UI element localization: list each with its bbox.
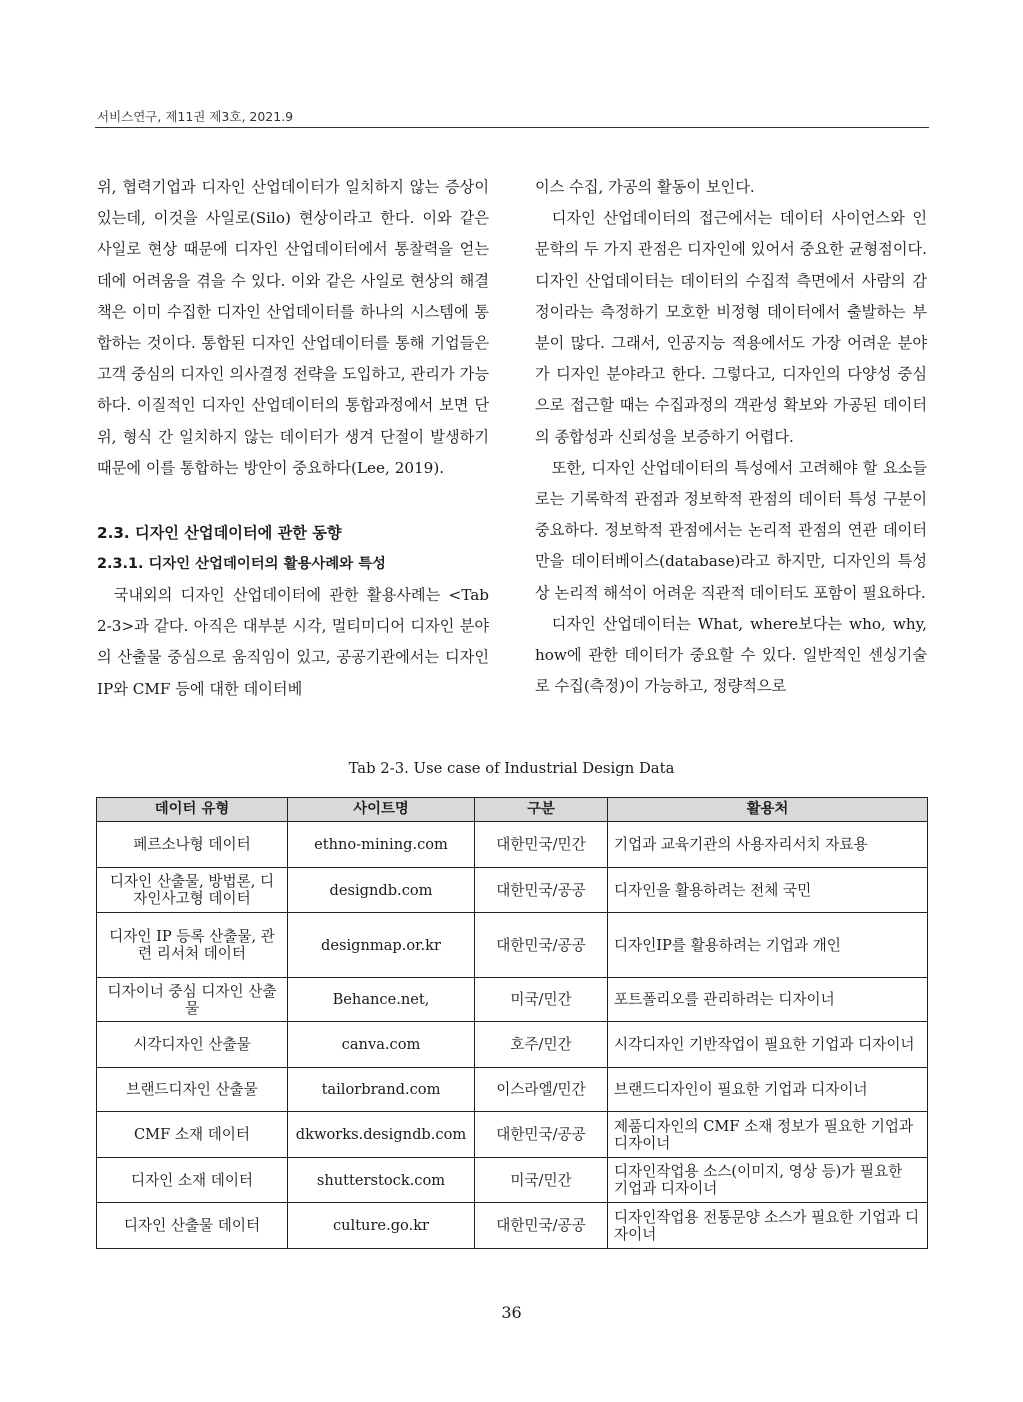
header-usage: 활용처	[608, 798, 928, 822]
right-paragraph-2: 디자인 산업데이터의 접근에서는 데이터 사이언스와 인문학의 두 가지 관점은 디자인에 있어서 중요한 균형점이다. 디자인 산업데이터는 데이터의 수집적 측면에서 사람의 감정이라는 측정하기 모호한 비정형 데이터에서 출발하는 부분이 많다. 그래서, 인공지능 적용에서도 가장 어려운 분야가 디자인 분야라고 한다. 그렇다고, 디자인의 다양성 중심으로 접근할 때는 수집과정의 객관성 확보와 가공된 데이터의 종합성과 신뢰성을 보증하기 어렵다.	[535, 209, 927, 446]
cell-site-name: shutterstock.com	[288, 1158, 475, 1203]
header-data-type: 데이터 유형	[97, 798, 288, 822]
cell-usage: 디자인작업용 소스(이미지, 영상 등)가 필요한 기업과 디자이너	[608, 1158, 928, 1203]
cell-site-name: dkworks.designdb.com	[288, 1112, 475, 1158]
table-row	[97, 1158, 928, 1203]
cell-site-name: culture.go.kr	[288, 1203, 475, 1249]
cell-site-name: Behance.net,	[288, 978, 475, 1022]
left-paragraph-1: 위, 협력기업과 디자인 산업데이터가 일치하지 않는 증상이 있는데, 이것을 사일로(Silo) 현상이라고 한다. 이와 같은 사일로 현상 때문에 디자인 산업데이터에서 통찰력을 얻는 데에 어려움을 겪을 수 있다. 이와 같은 사일로 현상의 해결책은 이미 수집한 디자인 산업데이터를 하나의 시스템에 통합하는 것이다. 통합된 디자인 산업데이터를 통해 기업들은 고객 중심의 디자인 의사결정 전략을 도입하고, 관리가 가능하다. 이질적인 디자인 산업데이터의 통합과정에서 보면 단위, 형식 간 일치하지 않는 데이터가 생겨 단절이 발생하기 때문에 이를 통합하는 방안이 중요하다(Lee, 2019).	[97, 178, 489, 477]
table-row	[97, 868, 928, 913]
table-row	[97, 1112, 928, 1158]
header-category: 구분	[475, 798, 608, 822]
table-row	[97, 978, 928, 1022]
header-rule	[95, 127, 929, 128]
cell-data-type: 디자인 소재 데이터	[97, 1158, 288, 1203]
cell-category: 대한민국/공공	[475, 1112, 608, 1158]
section-heading: 2.3. 디자인 산업데이터에 관한 동향	[97, 524, 342, 543]
right-paragraph-4: 디자인 산업데이터는 What, where보다는 who, why, how에 관한 데이터가 중요할 수 있다. 일반적인 센싱기술로 수집(측정)이 가능하고, 정량적으로	[535, 614, 927, 696]
cell-data-type: CMF 소재 데이터	[97, 1112, 288, 1158]
left-paragraph-2: 국내외의 디자인 산업데이터에 관한 활용사례는 <Tab 2-3>과 같다. 아직은 대부분 시각, 멀티미디어 디자인 분야의 산출물 중심으로 움직임이 있고, 공공기관에서는 디자인 IP와 CMF 등에 대한 데이터베	[97, 586, 489, 698]
right-paragraph-3: 또한, 디자인 산업데이터의 특성에서 고려해야 할 요소들로는 기록학적 관점과 정보학적 관점의 데이터 특성 구분이 중요하다. 정보학적 관점에서는 논리적 관점의 연관 데이터만을 데이터베이스(database)라고 하지만, 디자인의 특성상 논리적 해석이 어려운 직관적 데이터도 포함이 필요하다.	[535, 458, 927, 602]
header-site-name: 사이트명	[288, 798, 475, 822]
running-head: 서비스연구, 제11권 제3호, 2021.9	[97, 109, 294, 124]
cell-site-name: designdb.com	[288, 868, 475, 913]
cell-data-type: 디자인 산출물 데이터	[97, 1203, 288, 1249]
section-gap	[97, 484, 489, 518]
cell-category: 미국/민간	[475, 978, 608, 1022]
cell-data-type: 페르소나형 데이터	[97, 822, 288, 868]
cell-usage: 제품디자인의 CMF 소재 정보가 필요한 기업과 디자이너	[608, 1112, 928, 1158]
cell-site-name: canva.com	[288, 1022, 475, 1068]
cell-category: 대한민국/공공	[475, 913, 608, 978]
cell-data-type: 디자인 산출물, 방법론, 디자인사고형 데이터	[97, 868, 288, 913]
table-caption: Tab 2-3. Use case of Industrial Design Data	[348, 760, 675, 777]
table-row	[97, 1022, 928, 1068]
cell-category: 대한민국/공공	[475, 1203, 608, 1249]
cell-usage: 디자인을 활용하려는 전체 국민	[608, 868, 928, 913]
cell-data-type: 디자이너 중심 디자인 산출물	[97, 978, 288, 1022]
cell-usage: 시각디자인 기반작업이 필요한 기업과 디자이너	[608, 1022, 928, 1068]
cell-site-name: tailorbrand.com	[288, 1068, 475, 1112]
cell-category: 미국/민간	[475, 1158, 608, 1203]
subsection-heading: 2.3.1. 디자인 산업데이터의 활용사례와 특성	[97, 556, 386, 573]
table-header-row	[97, 798, 928, 822]
right-paragraph-1: 이스 수집, 가공의 활동이 보인다.	[535, 178, 755, 196]
table-row	[97, 1068, 928, 1112]
cell-data-type: 시각디자인 산출물	[97, 1022, 288, 1068]
use-case-table	[96, 797, 928, 1249]
cell-category: 이스라엘/민간	[475, 1068, 608, 1112]
cell-category: 대한민국/공공	[475, 868, 608, 913]
cell-category: 대한민국/민간	[475, 822, 608, 868]
cell-site-name: designmap.or.kr	[288, 913, 475, 978]
left-column	[97, 172, 489, 705]
cell-usage: 디자인작업용 전통문양 소스가 필요한 기업과 디자이너	[608, 1203, 928, 1249]
cell-data-type: 디자인 IP 등록 산출물, 관련 리서처 데이터	[97, 913, 288, 978]
cell-site-name: ethno-mining.com	[288, 822, 475, 868]
page-number: 36	[501, 1303, 522, 1322]
table-row	[97, 1203, 928, 1249]
cell-usage: 브랜드디자인이 필요한 기업과 디자이너	[608, 1068, 928, 1112]
table-row	[97, 822, 928, 868]
right-column	[535, 172, 927, 702]
cell-usage: 기업과 교육기관의 사용자리서치 자료용	[608, 822, 928, 868]
cell-data-type: 브랜드디자인 산출물	[97, 1068, 288, 1112]
cell-usage: 포트폴리오를 관리하려는 디자이너	[608, 978, 928, 1022]
cell-usage: 디자인IP를 활용하려는 기업과 개인	[608, 913, 928, 978]
table-row	[97, 913, 928, 978]
cell-category: 호주/민간	[475, 1022, 608, 1068]
